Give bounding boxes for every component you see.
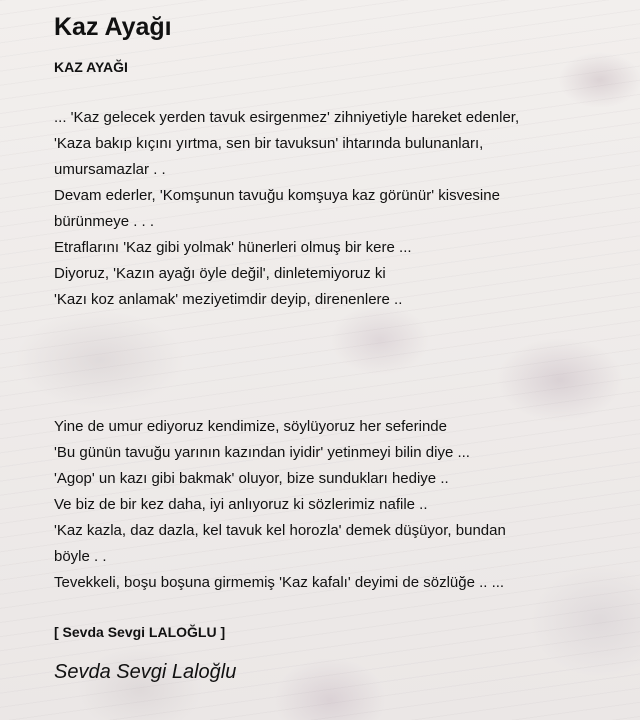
poem-signature: [ Sevda Sevgi LALOĞLU ] bbox=[54, 624, 226, 640]
poem-line: Tevekkeli, boşu boşuna girmemiş 'Kaz kafalı' deyimi de sözlüğe .. ... bbox=[54, 574, 505, 591]
poem-line: umursamazlar . . bbox=[54, 161, 166, 178]
poem-line: Devam ederler, 'Komşunun tavuğu komşuya kaz görünür' kisvesine bbox=[54, 187, 500, 204]
poem-author: Sevda Sevgi Laloğlu bbox=[54, 661, 237, 683]
stanza-2 bbox=[54, 414, 624, 596]
poem-line: 'Bu günün tavuğu yarının kazından iyidir' yetinmeyi bilin diye ... bbox=[54, 444, 470, 461]
stanza-1 bbox=[54, 105, 624, 313]
poem-line: Yine de umur ediyoruz kendimize, söylüyoruz her seferinde bbox=[54, 418, 447, 435]
poem-subtitle: KAZ AYAĞI bbox=[54, 59, 128, 75]
poem-line: 'Kaza bakıp kıçını yırtma, sen bir tavuksun' ihtarında bulunanları, bbox=[54, 135, 484, 152]
poem-title: Kaz Ayağı bbox=[54, 13, 172, 41]
poem-line: 'Kazı koz anlamak' meziyetimdir deyip, direnenlere .. bbox=[54, 291, 403, 308]
poem-line: Diyoruz, 'Kazın ayağı öyle değil', dinletemiyoruz ki bbox=[54, 265, 386, 282]
poem-line: Etraflarını 'Kaz gibi yolmak' hünerleri olmuş bir kere ... bbox=[54, 239, 412, 256]
poem-page bbox=[54, 12, 624, 684]
poem-line: 'Kaz kazla, daz dazla, kel tavuk kel horozla' demek düşüyor, bundan bbox=[54, 522, 506, 539]
poem-line: bürünmeye . . . bbox=[54, 213, 155, 230]
poem-line: 'Agop' un kazı gibi bakmak' oluyor, bize sundukları hediye .. bbox=[54, 470, 449, 487]
poem-line: Ve biz de bir kez daha, iyi anlıyoruz ki sözlerimiz nafile .. bbox=[54, 496, 428, 513]
poem-line: ... 'Kaz gelecek yerden tavuk esirgenmez' zihniyetiyle hareket edenler, bbox=[54, 109, 520, 126]
poem-line: böyle . . bbox=[54, 548, 107, 565]
